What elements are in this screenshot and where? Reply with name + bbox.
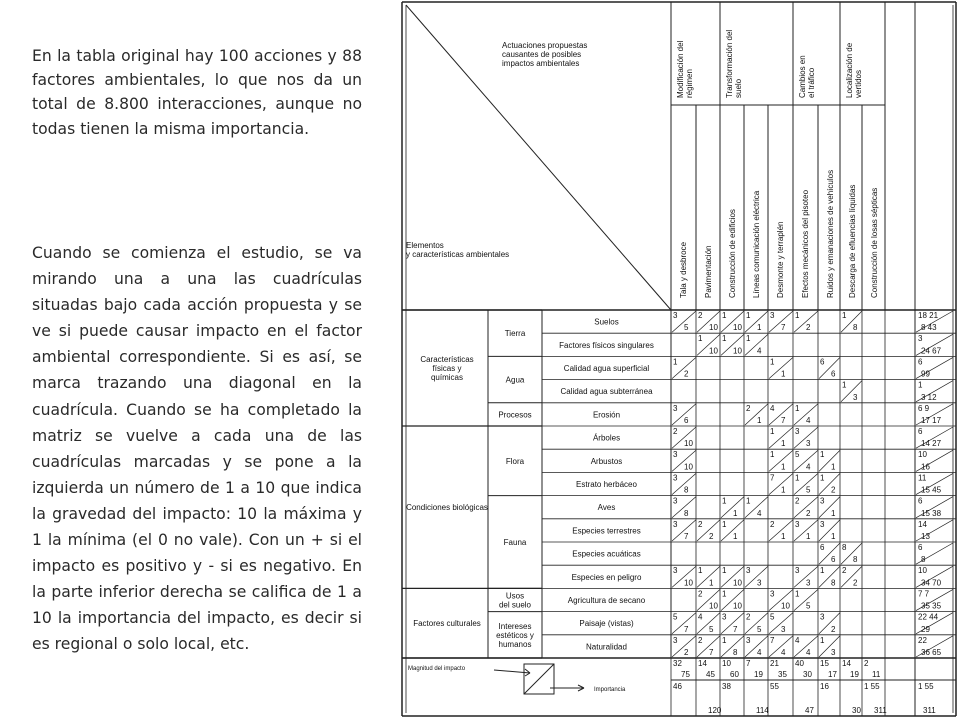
grand-total-importance: 311 [923, 706, 936, 715]
cell-importance: 5 [806, 601, 811, 611]
cell-importance: 1 [831, 462, 836, 472]
factor-name: Especies en peligro [571, 572, 642, 582]
cell-magnitude: 1 [746, 496, 751, 506]
cell-magnitude: 8 [842, 543, 847, 552]
header-elements-label: y características ambientales [406, 250, 510, 259]
summary-total: 55 [770, 682, 779, 691]
cell-importance: 3 [831, 648, 836, 657]
summary-total-importance: 47 [805, 706, 814, 715]
subcategory-label: Procesos [498, 410, 532, 420]
category-label: físicas y [432, 364, 462, 373]
summary-magnitude: 2 [864, 659, 869, 668]
cell-magnitude: 2 [795, 496, 800, 506]
cell-importance: 3 [853, 392, 858, 402]
factor-total-importance: 15 38 [921, 508, 942, 518]
cell-importance: 5 [806, 485, 811, 495]
matrix-grid [402, 2, 956, 716]
summary-importance: 75 [681, 670, 690, 679]
category-label: químicas [430, 373, 464, 382]
subcategory-label: Fauna [503, 538, 527, 547]
factor-total-magnitude: 6 9 [918, 403, 930, 413]
cell-magnitude: 2 [698, 635, 703, 645]
cell-magnitude: 1 [722, 519, 727, 529]
cell-magnitude: 1 [820, 450, 825, 460]
action-column-label: Construcción de edificios [728, 209, 737, 298]
cell-importance: 8 [853, 323, 858, 333]
cell-importance: 10 [733, 601, 742, 611]
cell-importance: 2 [806, 323, 811, 333]
factor-name: Aves [597, 503, 616, 513]
cell-magnitude: 1 [722, 311, 727, 320]
cell-magnitude: 1 [842, 311, 847, 320]
cell-magnitude: 3 [770, 589, 775, 599]
cell-magnitude: 7 [770, 473, 775, 483]
summary-importance: 11 [872, 670, 881, 679]
cell-magnitude: 3 [673, 450, 678, 460]
cell-magnitude: 1 [746, 311, 751, 320]
cell-importance: 1 [831, 532, 836, 541]
cell-importance: 6 [831, 369, 836, 379]
leopold-matrix [394, 0, 960, 720]
cell-magnitude: 3 [673, 311, 678, 320]
cell-importance: 4 [781, 648, 786, 657]
cell-importance: 10 [709, 601, 718, 611]
cell-importance: 10 [733, 578, 742, 588]
summary-magnitude: 21 [770, 659, 779, 668]
cell-magnitude: 1 [820, 635, 825, 645]
cell-magnitude: 2 [746, 403, 751, 413]
cell-importance: 1 [757, 323, 762, 333]
cell-importance: 8 [831, 578, 836, 588]
cell-importance: 6 [684, 416, 689, 425]
factor-name: Erosión [592, 410, 621, 420]
action-column-label: Efectos mecánicos del pisoteo [801, 189, 810, 298]
cell-magnitude: 3 [795, 427, 800, 436]
cell-importance: 7 [781, 416, 786, 425]
cell-importance: 10 [709, 323, 718, 333]
cell-magnitude: 4 [698, 612, 703, 622]
factor-name: Calidad agua superficial [563, 364, 650, 373]
cell-magnitude: 3 [673, 496, 678, 506]
cell-importance: 10 [684, 578, 693, 588]
summary-magnitude: 15 [820, 659, 829, 668]
cell-magnitude: 3 [722, 612, 727, 622]
factor-name: Estrato herbáceo [576, 480, 637, 489]
cell-importance: 7 [684, 532, 689, 541]
cell-importance: 10 [733, 323, 742, 333]
cell-magnitude: 1 [722, 496, 727, 506]
cell-magnitude: 3 [770, 311, 775, 320]
cell-importance: 10 [781, 601, 790, 611]
cell-magnitude: 3 [673, 403, 678, 413]
subcategory-label: Agua [505, 375, 525, 385]
cell-importance: 1 [781, 439, 786, 449]
factor-total-magnitude: 22 44 [918, 612, 939, 622]
factor-total-importance: 14 27 [921, 439, 942, 449]
cell-magnitude: 2 [698, 519, 703, 529]
action-group-label: vertidos [854, 69, 863, 98]
factor-total-magnitude: 11 [918, 473, 927, 483]
cell-importance: 4 [757, 648, 762, 657]
cell-importance: 8 [684, 508, 689, 518]
factor-name: Especies acuáticas [572, 549, 641, 559]
cell-importance: 2 [831, 624, 836, 634]
cell-importance: 4 [757, 508, 762, 518]
subcategory-label: Usos [505, 591, 525, 601]
cell-magnitude: 3 [795, 566, 800, 576]
cell-importance: 4 [806, 648, 811, 657]
cell-importance: 2 [684, 648, 689, 657]
summary-total: 1 55 [864, 682, 880, 691]
method-paragraph: Cuando se comienza el estudio, se va mirando una a una las cuadrículas situadas bajo cada acción propuesta y se ve si puede causar impacto en el factor ambiental correspondiente. Si es así, se marca trazando una diagonal en la cuadrícula. Cuando se ha completado la matriz se vuelve a cada una de las cuadrículas marcadas y se pone a la izquierda un número de 1 a 10 que indica la gravedad del impacto: 10 la máxima y 1 la mínima (el 0 no vale). Con un + si el impacto es positivo y - si es negativo. En la parte inferior derecha se califica de 1 a 10 la importancia del impacto, es decir si es regional o solo local, etc. [32, 244, 362, 654]
factor-name: Especies terrestres [572, 526, 641, 536]
cell-magnitude: 3 [820, 612, 825, 622]
cell-magnitude: 1 [770, 357, 775, 367]
factor-name: Calidad agua subterránea [560, 387, 653, 397]
cell-importance: 8 [733, 648, 738, 657]
factor-total-importance: 8 43 [921, 323, 937, 333]
factor-total-magnitude: 6 [918, 357, 923, 367]
cell-importance: 2 [709, 532, 714, 541]
factor-total-magnitude: 6 [918, 496, 923, 506]
action-column-label: Ruidos y emanaciones de vehículos [826, 169, 835, 298]
cell-magnitude: 5 [795, 450, 800, 460]
cell-magnitude: 1 [673, 357, 678, 367]
summary-magnitude: 14 [842, 659, 851, 668]
factor-total-magnitude: 14 [918, 519, 927, 529]
factor-total-importance: 34 70 [921, 578, 942, 588]
cell-importance: 1 [709, 578, 714, 588]
cell-importance: 1 [757, 416, 762, 425]
summary-magnitude: 7 [746, 659, 751, 668]
category-label: Condiciones biológicas [406, 503, 488, 513]
factor-total-importance: 15 45 [921, 485, 942, 495]
cell-magnitude: 3 [820, 519, 825, 529]
cell-importance: 1 [733, 508, 738, 518]
cell-magnitude: 3 [795, 519, 800, 529]
subcategory-label: del suelo [498, 600, 532, 610]
summary-importance: 19 [754, 670, 763, 679]
legend-importance-label: Importancia [594, 687, 626, 693]
cell-magnitude: 1 [746, 334, 751, 344]
summary-importance: 45 [706, 670, 715, 679]
cell-importance: 1 [806, 532, 811, 541]
cell-importance: 3 [806, 578, 811, 588]
factor-name: Factores físicos singulares [559, 340, 654, 350]
summary-magnitude: 40 [795, 659, 804, 668]
cell-magnitude: 6 [820, 357, 825, 367]
cell-magnitude: 5 [770, 612, 775, 622]
cell-magnitude: 5 [673, 612, 678, 622]
cell-importance: 1 [733, 532, 738, 541]
cell-importance: 3 [757, 578, 762, 588]
action-column-label: Construcción de losas sépticas [870, 187, 879, 298]
cell-magnitude: 3 [746, 635, 751, 645]
summary-total-importance: 114 [756, 706, 769, 715]
summary-total: 46 [673, 682, 682, 691]
subcategory-label: Intereses [498, 621, 532, 631]
grand-total-magnitude: 1 55 [918, 682, 934, 691]
category-label: Características [420, 355, 474, 364]
cell-magnitude: 3 [673, 635, 678, 645]
cell-magnitude: 6 [820, 543, 825, 552]
cell-importance: 7 [709, 648, 714, 657]
cell-magnitude: 1 [722, 635, 727, 645]
factor-total-magnitude: 22 [918, 635, 927, 645]
factor-total-magnitude: 7 7 [918, 589, 930, 599]
summary-magnitude: 10 [722, 659, 731, 668]
cell-magnitude: 1 [722, 566, 727, 576]
cell-importance: 2 [831, 485, 836, 495]
cell-magnitude: 3 [746, 566, 751, 576]
cell-importance: 2 [684, 369, 689, 379]
action-column-label: Líneas comunicación eléctrica [752, 190, 761, 298]
factor-total-magnitude: 3 [918, 334, 923, 344]
factor-total-magnitude: 6 [918, 427, 923, 436]
factor-name: Arbustos [590, 456, 623, 466]
subcategory-label: Flora [505, 456, 525, 466]
cell-magnitude: 1 [722, 334, 727, 344]
cell-magnitude: 3 [673, 519, 678, 529]
cell-magnitude: 2 [746, 612, 751, 622]
cell-importance: 3 [781, 624, 786, 634]
factor-name: Agricultura de secano [567, 596, 646, 605]
subcategory-label: humanos [498, 639, 532, 649]
action-column-label: Descarga de efluencias líquidas [848, 184, 857, 298]
factor-total-importance: 24 67 [921, 346, 942, 356]
factor-total-magnitude: 6 [918, 543, 923, 552]
cell-magnitude: 3 [673, 473, 678, 483]
action-group-label: Cambios en [798, 55, 807, 98]
factor-name: Suelos [594, 317, 619, 327]
factor-total-importance: 29 [921, 624, 930, 634]
cell-magnitude: 2 [770, 519, 775, 529]
cell-importance: 1 [831, 508, 836, 518]
action-column-label: Desmonte y terraplén [776, 221, 785, 298]
factor-total-magnitude: 18 21 [918, 311, 939, 320]
header-elements-label: Elementos [406, 241, 444, 250]
cell-importance: 1 [781, 462, 786, 472]
summary-magnitude: 14 [698, 659, 707, 668]
subcategory-label: estéticos y [496, 630, 534, 640]
summary-total: 16 [820, 682, 829, 691]
cell-importance: 4 [757, 346, 762, 356]
cell-importance: 8 [853, 555, 858, 565]
cell-magnitude: 1 [842, 380, 847, 390]
cell-magnitude: 2 [698, 311, 703, 320]
cell-magnitude: 1 [795, 473, 800, 483]
cell-magnitude: 1 [795, 589, 800, 599]
summary-total-importance: 30 [852, 706, 861, 715]
action-group-label: suelo [734, 78, 743, 98]
cell-importance: 4 [806, 462, 811, 472]
cell-importance: 2 [806, 508, 811, 518]
cell-importance: 7 [781, 323, 786, 333]
cell-magnitude: 1 [795, 311, 800, 320]
cell-magnitude: 3 [820, 496, 825, 506]
factor-name: Paisaje (vistas) [579, 619, 634, 629]
summary-importance: 35 [778, 670, 787, 679]
cell-importance: 2 [853, 578, 858, 588]
header-actions-label: impactos ambientales [502, 59, 580, 68]
subcategory-label: Tierra [504, 329, 526, 339]
action-group-label: Transformación del [725, 29, 734, 98]
cell-importance: 7 [733, 624, 738, 634]
factor-total-importance: 13 [921, 532, 930, 541]
factor-total-importance: 17 17 [921, 416, 942, 425]
cell-magnitude: 1 [770, 450, 775, 460]
cell-magnitude: 3 [673, 566, 678, 576]
summary-importance: 30 [803, 670, 812, 679]
factor-total-importance: 35 35 [921, 601, 942, 611]
cell-magnitude: 1 [698, 334, 703, 344]
cell-magnitude: 4 [795, 635, 800, 645]
action-group-label: Localización de [845, 42, 854, 98]
factor-total-importance: 99 [921, 369, 930, 379]
cell-magnitude: 1 [820, 566, 825, 576]
cell-magnitude: 1 [722, 589, 727, 599]
action-group-label: el tráfico [807, 67, 816, 98]
cell-importance: 8 [684, 485, 689, 495]
cell-importance: 10 [709, 346, 718, 356]
summary-total: 38 [722, 682, 731, 691]
action-column-label: Tala y desbroce [679, 241, 688, 298]
legend-magnitude-label: Magnitud del impacto [408, 666, 466, 672]
factor-total-importance: 8 [921, 555, 926, 565]
cell-magnitude: 2 [698, 589, 703, 599]
header-actions-label: causantes de posibles [502, 50, 582, 59]
cell-importance: 5 [709, 624, 714, 634]
cell-magnitude: 1 [795, 403, 800, 413]
summary-importance: 60 [730, 670, 739, 679]
factor-total-importance: 36 65 [921, 648, 942, 657]
summary-magnitude: 32 [673, 659, 682, 668]
cell-importance: 1 [781, 532, 786, 541]
header-actions-label: Actuaciones propuestas [502, 41, 588, 50]
summary-total-importance: 311 [874, 706, 887, 715]
cell-magnitude: 7 [770, 635, 775, 645]
cell-importance: 7 [684, 624, 689, 634]
cell-magnitude: 2 [673, 427, 678, 436]
cell-importance: 10 [684, 439, 693, 449]
factor-total-importance: 3 12 [921, 392, 937, 402]
factor-total-importance: 16 [921, 462, 930, 472]
action-column-label: Pavimentación [704, 245, 713, 298]
action-group-label: régimen [685, 69, 694, 98]
factor-total-magnitude: 10 [918, 450, 927, 460]
cell-magnitude: 2 [842, 566, 847, 576]
summary-importance: 17 [828, 670, 837, 679]
cell-importance: 5 [684, 323, 689, 333]
factor-name: Naturalidad [586, 642, 627, 652]
cell-importance: 6 [831, 555, 836, 565]
cell-magnitude: 4 [770, 403, 775, 413]
cell-magnitude: 1 [770, 427, 775, 436]
cell-importance: 4 [806, 416, 811, 425]
cell-importance: 1 [781, 485, 786, 495]
action-group-label: Modificación del [676, 40, 685, 98]
cell-magnitude: 1 [698, 566, 703, 576]
cell-importance: 10 [684, 462, 693, 472]
cell-magnitude: 1 [820, 473, 825, 483]
factor-total-magnitude: 10 [918, 566, 927, 576]
intro-paragraph: En la tabla original hay 100 acciones y 88 factores ambientales, lo que nos da un total de 8.800 interacciones, aunque no todas tienen la misma importancia. [32, 47, 362, 138]
factor-total-magnitude: 1 [918, 380, 923, 390]
cell-importance: 1 [781, 369, 786, 379]
cell-importance: 3 [806, 439, 811, 449]
summary-importance: 19 [850, 670, 859, 679]
cell-importance: 5 [757, 624, 762, 634]
cell-importance: 10 [733, 346, 742, 356]
factor-name: Árboles [592, 433, 621, 443]
category-label: Factores culturales [413, 619, 481, 629]
summary-total-importance: 120 [708, 706, 722, 715]
